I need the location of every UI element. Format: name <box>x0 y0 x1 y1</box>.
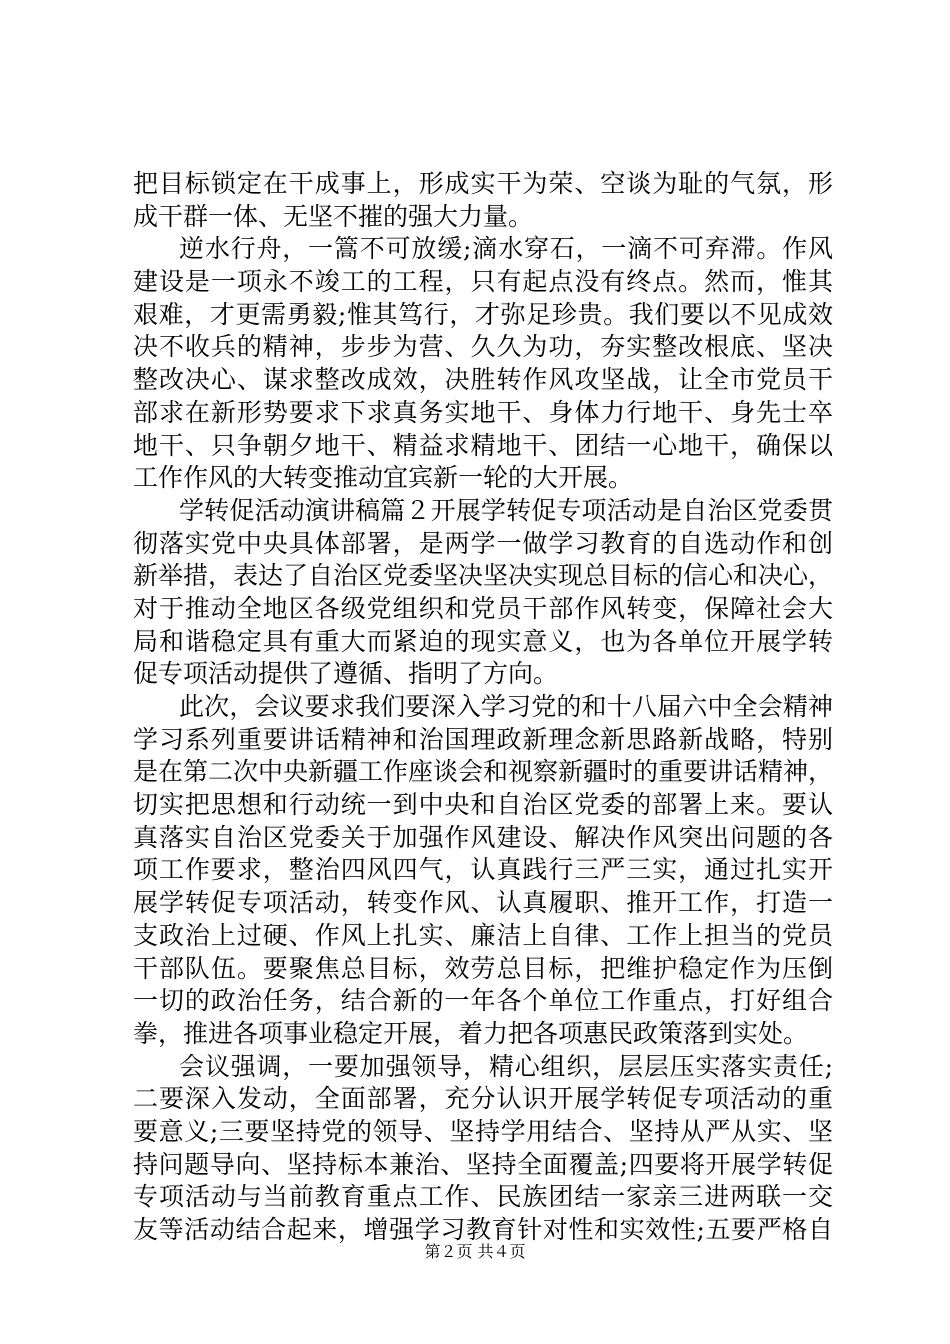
text-line: 切实把思想和行动统一到中央和自治区党委的部署上来。要认 <box>133 790 833 820</box>
page-number: 第２页 共４页 <box>424 1242 526 1261</box>
text-line: 整改决心、谋求整改成效，决胜转作风攻坚战，让全市党员干 <box>133 365 833 395</box>
text-line: 促专项活动提供了遵循、指明了方向。 <box>133 659 559 689</box>
text-line: 二要深入发动，全面部署，充分认识开展学转促专项活动的重 <box>133 1084 833 1114</box>
text-line: 艰难，才更需勇毅;惟其笃行，才弥足珍贵。我们要以不见成效 <box>133 299 833 329</box>
text-line: 工作作风的大转变推动宜宾新一轮的大开展。 <box>133 463 634 493</box>
text-line: 决不收兵的精神，步步为营、久久为功，夯实整改根底、坚决 <box>133 332 833 362</box>
text-line: 拳，推进各项事业稳定开展，着力把各项惠民政策落到实处。 <box>133 1018 809 1048</box>
page-footer <box>0 1242 950 1262</box>
text-line: 会议强调，一要加强领导，精心组织，层层压实落实责任; <box>179 1051 833 1081</box>
text-line: 对于推动全地区各级党组织和党员干部作风转变，保障社会大 <box>133 593 833 623</box>
text-line: 持问题导向、坚持标本兼治、坚持全面覆盖;四要将开展学转促 <box>133 1149 833 1179</box>
text-line: 新举措，表达了自治区党委坚决坚决实现总目标的信心和决心， <box>133 561 833 591</box>
text-line: 逆水行舟，一篙不可放缓;滴水穿石，一滴不可弃滞。作风 <box>179 234 833 264</box>
text-line: 展学转促专项活动，转变作风、认真履职、推开工作，打造一 <box>133 888 833 918</box>
text-line: 局和谐稳定具有重大而紧迫的现实意义，也为各单位开展学转 <box>133 626 833 656</box>
text-line: 是在第二次中央新疆工作座谈会和视察新疆时的重要讲话精神， <box>133 757 833 787</box>
text-line: 项工作要求，整治四风四气，认真践行三严三实，通过扎实开 <box>133 855 833 885</box>
text-line: 地干、只争朝夕地干、精益求精地干、团结一心地干，确保以 <box>133 430 833 460</box>
text-line: 专项活动与当前教育重点工作、民族团结一家亲三进两联一交 <box>133 1182 833 1212</box>
text-line: 此次，会议要求我们要深入学习党的和十八届六中全会精神 <box>179 692 833 721</box>
text-line: 把目标锁定在干成事上，形成实干为荣、空谈为耻的气氛，形 <box>133 169 833 198</box>
text-line: 一切的政治任务，结合新的一年各个单位工作重点，打好组合 <box>133 986 833 1016</box>
text-line: 支政治上过硬、作风上扎实、廉洁上自律、工作上担当的党员 <box>133 920 833 950</box>
text-line: 学转促活动演讲稿篇２开展学转促专项活动是自治区党委贯 <box>179 495 833 525</box>
text-line: 干部队伍。要聚焦总目标，效劳总目标，把维护稳定作为压倒 <box>133 953 833 983</box>
text-line: 彻落实党中央具体部署，是两学一做学习教育的自选动作和创 <box>133 528 833 558</box>
text-line: 部求在新形势要求下求真务实地干、身体力行地干、身先士卒 <box>133 397 833 427</box>
text-line: 真落实自治区党委关于加强作风建设、解决作风突出问题的各 <box>133 822 833 852</box>
text-line: 友等活动结合起来，增强学习教育针对性和实效性;五要严格自 <box>133 1215 833 1244</box>
text-line: 建设是一项永不竣工的工程，只有起点没有终点。然而，惟其 <box>133 267 833 297</box>
text-line: 成干群一体、无坚不摧的强大力量。 <box>133 201 534 231</box>
text-line: 要意义;三要坚持党的领导、坚持学用结合、坚持从严从实、坚 <box>133 1116 833 1146</box>
text-line: 学习系列重要讲话精神和治国理政新理念新思路新战略，特别 <box>133 724 833 754</box>
body-text <box>133 168 833 1247</box>
